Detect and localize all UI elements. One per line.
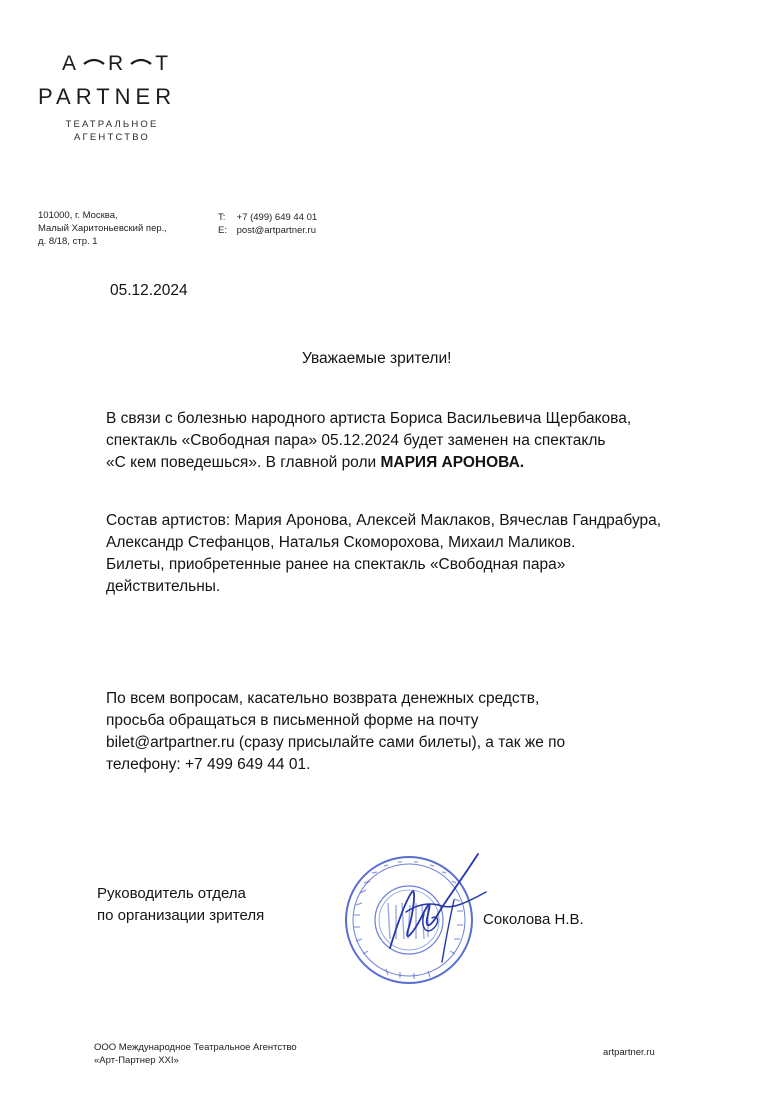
email-line: [218, 224, 317, 237]
footer-website: artpartner.ru: [603, 1047, 655, 1058]
paragraph-replacement: В связи с болезнью народного артиста Бориса Васильевича Щербакова, спектакль «Свободная пара» 05.12.2024 будет заменен на спектакль «С кем поведешься». В главной роли МАРИЯ АРОНОВА.: [106, 410, 632, 471]
phone-value: +7 (499) 649 44 01: [236, 212, 318, 223]
logo-wordmark: PARTNER: [38, 84, 177, 109]
paragraph-cast: Состав артистов: Мария Аронова, Алексей Маклаков, Вячеслав Гандрабура, Александр Стефанцов, Наталья Скоморохова, Михаил Маликов. Билеты, приобретенные ранее на спектакль «Свободная пара» действительны.: [106, 512, 662, 595]
signer-name: Соколова Н.В.: [483, 911, 584, 928]
paragraph-refund: По всем вопросам, касательно возврата денежных средств, просьба обращаться в письменной форме на почту bilet@artpartner.ru (сразу присылайте сами билеты), а так же по телефону: +7 499 649 44 01.: [106, 690, 566, 773]
phone-line: [218, 211, 317, 224]
handwritten-signature-icon: [368, 852, 498, 982]
letter-date: 05.12.2024: [110, 282, 188, 299]
company-contacts: [218, 211, 317, 237]
email-value: post@artpartner.ru: [236, 225, 316, 236]
footer-company: ООО Международное Театральное Агентство «Арт-Партнер XXI»: [94, 1042, 297, 1066]
letter-greeting: Уважаемые зрители!: [302, 350, 452, 367]
company-address: 101000, г. Москва, Малый Харитоньевский пер., д. 8/18, стр. 1: [38, 210, 167, 247]
logo-mark: [62, 52, 172, 76]
logo-arc-icon: [83, 58, 105, 70]
logo-letter-t: T: [155, 52, 173, 75]
logo-letter-a: A: [62, 52, 81, 75]
logo-arc-icon: [130, 58, 152, 70]
phone-label: T:: [218, 212, 226, 223]
signer-role: Руководитель отдела по организации зрителя: [97, 885, 265, 924]
logo-subtitle: ТЕАТРАЛЬНОЕ АГЕНТСТВО: [65, 119, 159, 143]
logo-letter-r: R: [108, 52, 128, 75]
lead-actress: МАРИЯ АРОНОВА.: [380, 454, 525, 471]
email-label: E:: [218, 225, 227, 236]
